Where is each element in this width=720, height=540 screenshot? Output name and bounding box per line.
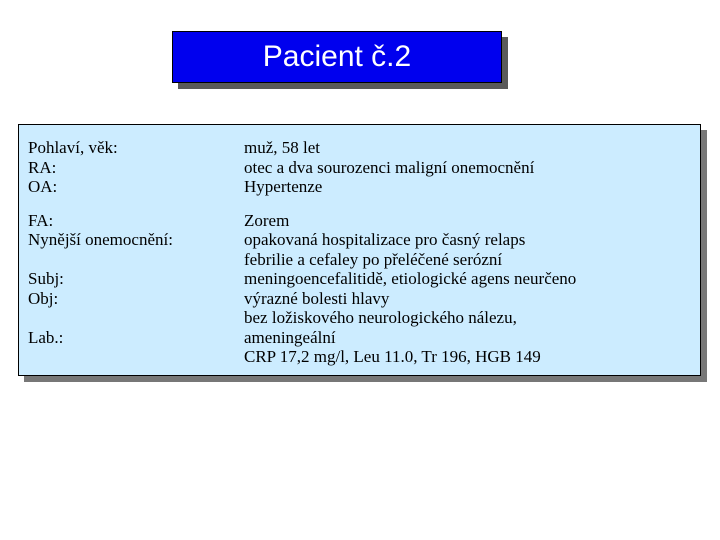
value-obj-1: bez ložiskového neurologického nálezu, [244,308,517,327]
value-current-illness-3: meningoencefalitidě, etiologické agens neurčeno [244,269,577,288]
title-box [172,31,502,83]
values-column [244,138,694,367]
label-oa: OA: [28,177,58,196]
value-current-illness-2: febrilie a cefaley po přeléčené serózní [244,249,503,269]
value-sex-age: muž, 58 let [244,138,321,157]
value-obj-2: ameningeální [244,327,336,347]
value-subj: výrazné bolesti hlavy [244,288,390,308]
patient-info-box [18,124,701,376]
label-current-illness: Nynější onemocnění: [28,230,173,249]
label-subj: Subj: [28,269,64,288]
value-ra: otec a dva sourozenci maligní onemocnění [244,157,535,177]
labels-column [28,138,238,347]
value-lab: CRP 17,2 mg/l, Leu 11.0, Tr 196, HGB 149 [244,347,541,366]
label-sex-age: Pohlaví, věk: [28,138,118,157]
label-ra: RA: [28,157,57,177]
label-obj: Obj: [28,288,59,308]
label-fa: FA: [28,210,54,230]
label-lab: Lab.: [28,327,64,347]
slide-title: Pacient č.2 [262,40,412,73]
value-oa: Hypertenze [244,177,323,196]
value-fa: Zorem [244,210,290,230]
value-current-illness-1: opakovaná hospitalizace pro časný relaps [244,230,526,249]
